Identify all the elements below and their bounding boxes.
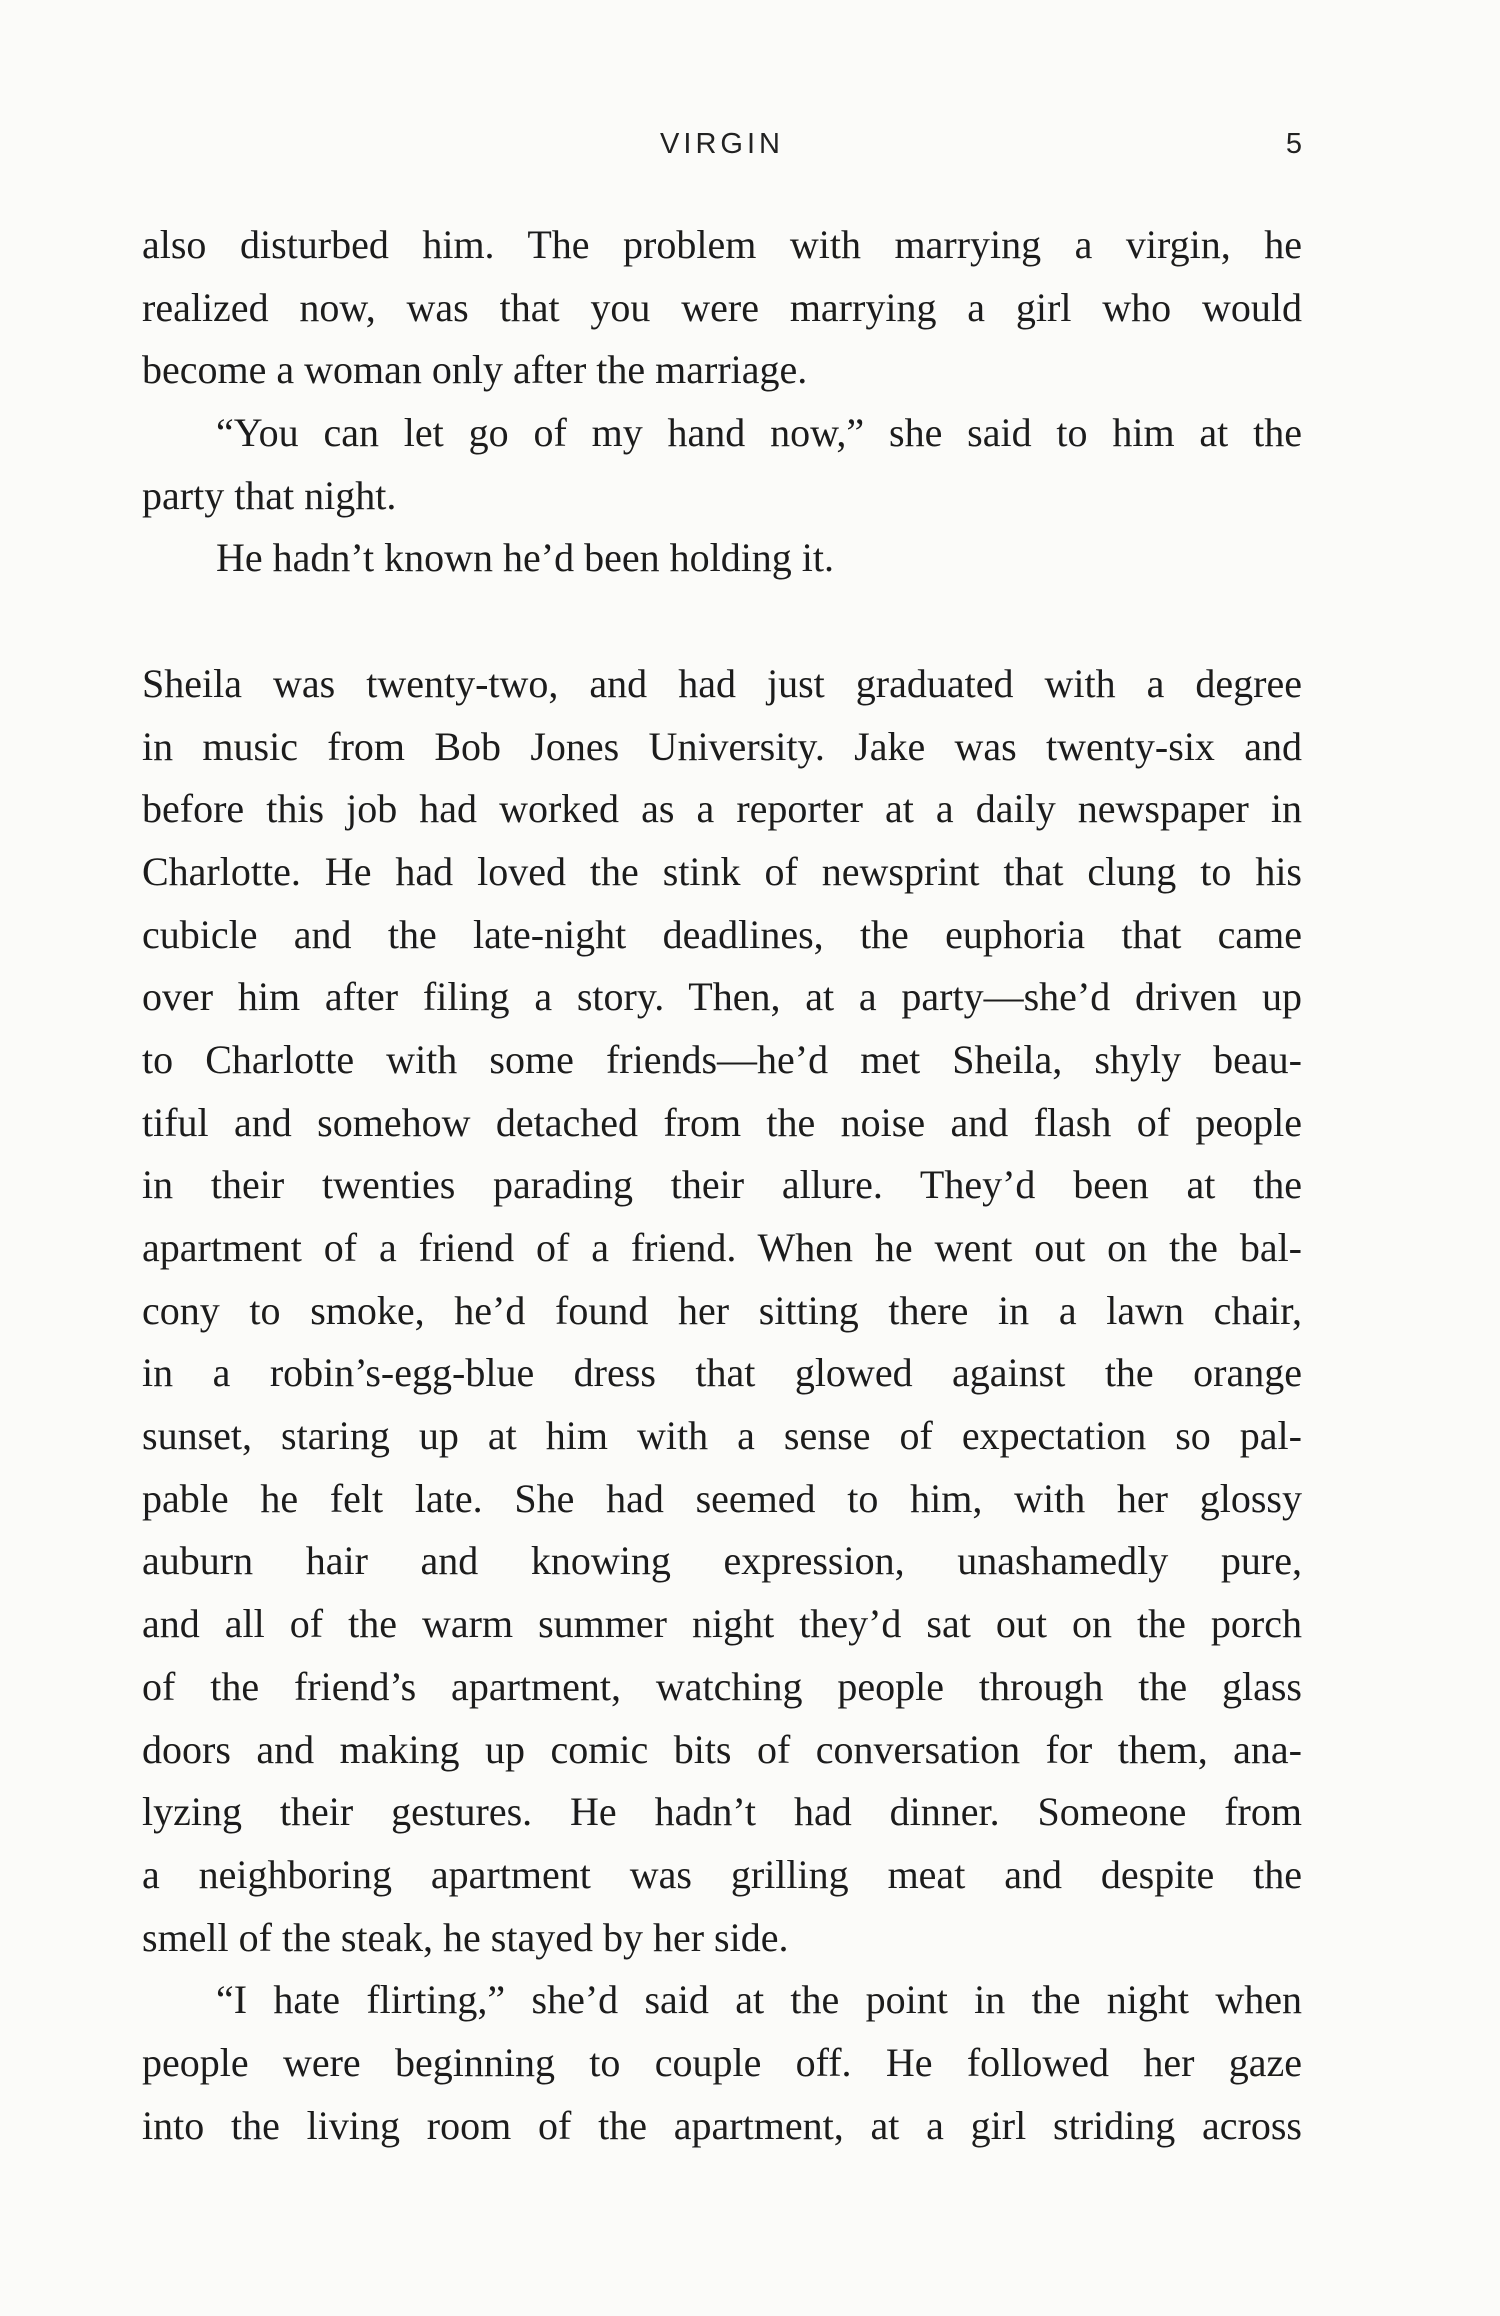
text-line: Sheila was twenty-two, and had just graduated with a degree bbox=[142, 660, 1302, 706]
text-line: become a woman only after the marriage. bbox=[142, 347, 808, 393]
text-line: a neighboring apartment was grilling meat and despite the bbox=[142, 1851, 1302, 1897]
text-line: smell of the steak, he stayed by her side. bbox=[142, 1914, 789, 1960]
paragraph bbox=[142, 1969, 1302, 2157]
running-title: VIRGIN bbox=[660, 128, 784, 160]
text-line: party that night. bbox=[142, 472, 397, 518]
paragraph bbox=[142, 214, 1302, 402]
text-line: He hadn’t known he’d been holding it. bbox=[216, 535, 835, 581]
text-line: people were beginning to couple off. He followed her gaze bbox=[142, 2039, 1302, 2085]
page-number: 5 bbox=[1285, 128, 1302, 160]
text-line: apartment of a friend of a friend. When he went out on the bal- bbox=[142, 1225, 1302, 1270]
text-line: and all of the warm summer night they’d sat out on the porch bbox=[142, 1601, 1302, 1647]
paragraph bbox=[142, 653, 1302, 1969]
text-line: also disturbed him. The problem with marrying a virgin, he bbox=[142, 222, 1302, 267]
text-line: cony to smoke, he’d found her sitting there in a lawn chair, bbox=[142, 1287, 1302, 1333]
text-line: Charlotte. He had loved the stink of newsprint that clung to his bbox=[142, 848, 1302, 894]
text-line: in a robin’s-egg-blue dress that glowed against the orange bbox=[142, 1350, 1302, 1396]
paragraph bbox=[142, 527, 1302, 590]
running-head bbox=[142, 128, 1302, 168]
text-line: doors and making up comic bits of conversation for them, ana- bbox=[142, 1726, 1302, 1772]
text-line: before this job had worked as a reporter at a daily newspaper in bbox=[142, 786, 1302, 832]
text-line: in music from Bob Jones University. Jake was twenty-six and bbox=[142, 723, 1302, 769]
text-line: realized now, was that you were marrying a girl who would bbox=[142, 284, 1302, 330]
text-line: tiful and somehow detached from the noise and flash of people bbox=[142, 1099, 1302, 1145]
text-line: pable he felt late. She had seemed to him, with her glossy bbox=[142, 1475, 1302, 1521]
text-line: over him after filing a story. Then, at a party—she’d driven up bbox=[142, 974, 1302, 1020]
text-line: auburn hair and knowing expression, unashamedly pure, bbox=[142, 1538, 1302, 1584]
text-line: in their twenties parading their allure. They’d been at the bbox=[142, 1162, 1302, 1208]
text-line: lyzing their gestures. He hadn’t had dinner. Someone from bbox=[142, 1789, 1302, 1835]
section-break bbox=[142, 590, 1302, 653]
text-line: cubicle and the late-night deadlines, the euphoria that came bbox=[142, 911, 1302, 957]
text-line: of the friend’s apartment, watching people through the glass bbox=[142, 1663, 1302, 1709]
paragraph bbox=[142, 402, 1302, 527]
text-line: to Charlotte with some friends—he’d met Sheila, shyly beau- bbox=[142, 1036, 1302, 1082]
text-line: “I hate flirting,” she’d said at the point in the night when bbox=[216, 1977, 1302, 2023]
text-line: “You can let go of my hand now,” she said to him at the bbox=[216, 410, 1302, 456]
text-line: into the living room of the apartment, at a girl striding across bbox=[142, 2102, 1302, 2148]
text-line: sunset, staring up at him with a sense of expectation so pal- bbox=[142, 1413, 1302, 1459]
body-text bbox=[142, 214, 1302, 2157]
